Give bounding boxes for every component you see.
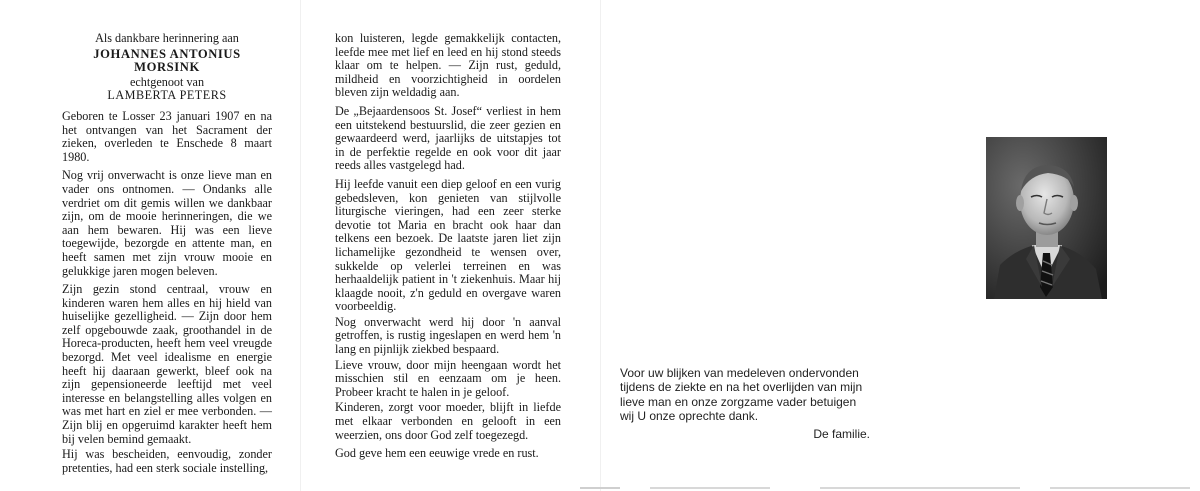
memorial-paragraph: Hij leefde vanuit een diep geloof en een vurig gebedsleven, kon genieten van stijlvolle liturgische vieringen, had een zeer sterke devotie tot Maria en bracht ook haar dan telkens een bezoek. De laatste jaren liet zijn lichamelijke gezondheid te wensen over, sukkelde op velerlei terreinen en was herhaaldelijk patient in 't ziekenhuis. Maar hij klaagde nooit, z'n geduld en overgave waren voorbeeldig. bbox=[335, 176, 561, 314]
memorial-paragraph: Nog vrij onverwacht is onze lieve man en vader ons ontnomen. — Ondanks alle verdriet om dit gemis willen we dankbaar zijn, om de mooie herinneringen, die we aan hem bewaren. Hij was een lieve toegewijde, bezorgde en attente man, en heeft samen met zijn vrouw mooie en gelukkige jaren mogen beleven. bbox=[62, 168, 272, 278]
thanks-text: Voor uw blijken van medeleven ondervonden tijdens de ziekte en na het overlijden van mijn lieve man en onze zorgzame vader betuigen wij U onze oprechte dank. bbox=[620, 366, 863, 424]
memorial-paragraph: Nog onverwacht werd hij door 'n aanval getroffen, is rustig ingeslapen en werd hem 'n lang en pijnlijk ziekbed bespaard. bbox=[335, 314, 561, 357]
memorial-paragraph: Zijn gezin stond centraal, vrouw en kinderen waren hem alles en hij hield van huiselijke gezelligheid. — Zijn door hem zelf opgebouwde zaak, groothandel in de Horeca-producten, heeft hem veel vreugde bezorgd. Met veel idealisme en energie heeft hij daaraan gewerkt, bleef ook na zijn gepensioneerde leeftijd met veel interesse en belangstelling alles volgen en was met hart en ziel er mee verbonden. — Zijn blij en opgeruimd karakter heeft hem bij velen bemind gemaakt. bbox=[62, 282, 272, 446]
memorial-paragraph: De „Bejaardensoos St. Josef“ verliest in hem een uitstekend bestuurslid, die zeer gezien en gewaardeerd werd, jaarlijks de uitstapjes tot in de perfektie regelde en ook voor dit jaar reeds alles vastgelegd had. bbox=[335, 103, 561, 173]
birth-death-paragraph: Geboren te Losser 23 januari 1907 en na het ontvangen van het Sacrament der zieken, overleden te Enschede 8 maart 1980. bbox=[62, 108, 272, 164]
thanks-message bbox=[620, 366, 870, 441]
scan-edge-artifact bbox=[0, 485, 1200, 491]
memorial-paragraph: kon luisteren, legde gemakkelijk contacten, leefde mee met lief en leed en hij stond steeds klaar om te helpen. — Zijn rust, geduld, mildheid en voorzichtigheid in oordelen bleven zijn weldadig aan. bbox=[335, 31, 561, 100]
thanks-signature: De familie. bbox=[813, 426, 870, 441]
portrait-figure bbox=[986, 137, 1107, 299]
closing-prayer: God geve hem een eeuwige vrede en rust. bbox=[335, 446, 539, 461]
memorial-column-left bbox=[62, 32, 272, 480]
memorial-column-middle bbox=[335, 32, 561, 466]
intro-line: Als dankbare herinnering aan bbox=[95, 31, 239, 45]
spouse-name: LAMBERTA PETERS bbox=[107, 88, 227, 103]
memorial-paragraph: Lieve vrouw, door mijn heengaan wordt het misschien stil en eenzaam om je heen. Probeer kracht te halen in je geloof. bbox=[335, 357, 561, 399]
memorial-paragraph: Kinderen, zorgt voor moeder, blijft in liefde met elkaar verbonden en gelooft in een weerzien, ons door God zelf toegezegd. bbox=[335, 400, 561, 442]
deceased-name: JOHANNES ANTONIUS MORSINK bbox=[93, 46, 241, 75]
portrait-photo bbox=[986, 137, 1107, 299]
spouse-label: echtgenoot van bbox=[129, 74, 205, 89]
card-fold-left bbox=[300, 0, 301, 491]
memorial-paragraph: Hij was bescheiden, eenvoudig, zonder pretenties, had een sterk sociale instelling, bbox=[62, 447, 272, 475]
card-fold-right bbox=[600, 0, 601, 491]
